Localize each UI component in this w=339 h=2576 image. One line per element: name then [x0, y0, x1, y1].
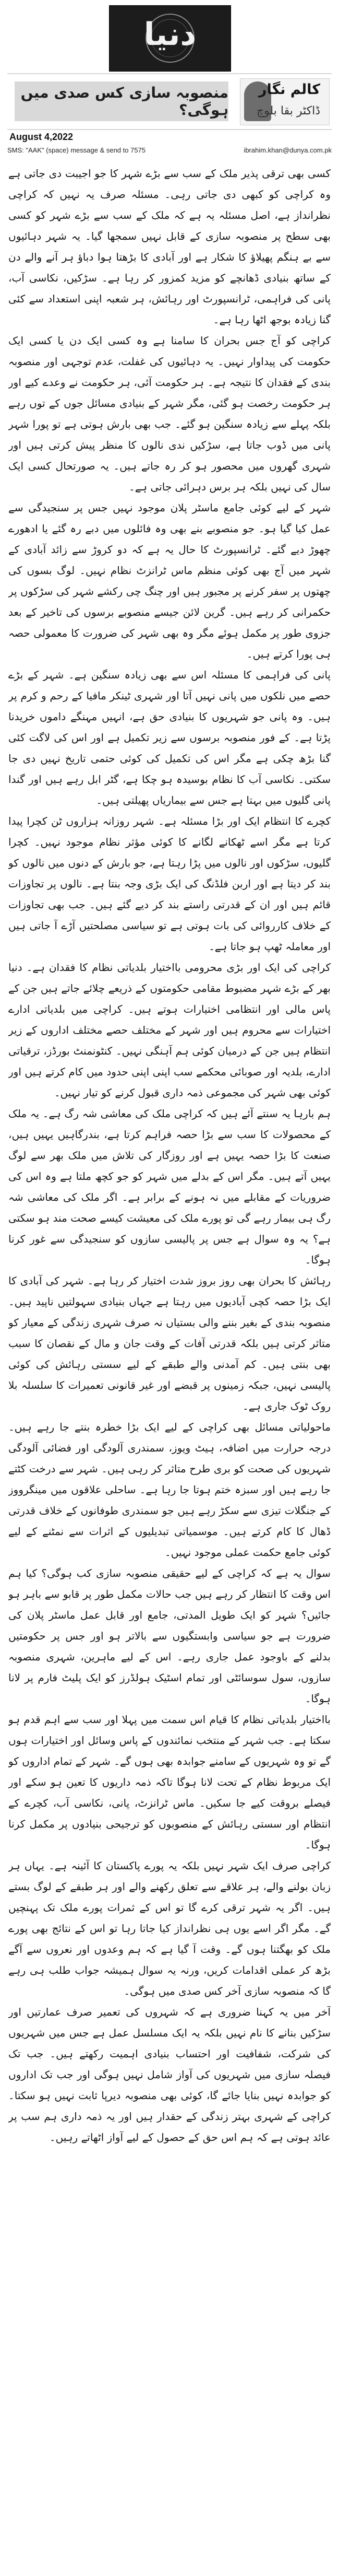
article-paragraph: ہم بارہا یہ سنتے آئے ہیں کہ کراچی ملک کی معاشی شہ رگ ہے۔ یہ ملک کے محصولات کا سب سے بڑا حصہ فراہم کرتا ہے، بندرگاہیں یہیں ہیں، صنعت کا بڑا حصہ یہیں ہے اور روزگار کی تلاش میں ملک بھر سے لوگ یہیں آتے ہیں۔ مگر اس کے بدلے میں شہر کو جو کچھ ملتا ہے وہ اس کی ضروریات کے مقابلے میں نہ ہونے کے برابر ہے۔ اگر ملک کی معاشی شہ رگ ہی بیمار رہے گی تو پورے ملک کی معیشت کیسے صحت مند ہو سکتی ہے؟ یہ وہ سوال ہے جس پر پالیسی سازوں کو سنجیدگی سے غور کرنا ہوگا۔	[8, 1107, 331, 1266]
contact-strip	[7, 145, 332, 155]
article-paragraph: رہائش کا بحران بھی روز بروز شدت اختیار کر رہا ہے۔ شہر کی آبادی کا ایک بڑا حصہ کچی آبادیوں میں رہتا ہے جہاں بنیادی سہولتیں ناپید ہیں۔ منصوبہ بندی کے بغیر بننے والی بستیاں نہ صرف شہری زندگی کے معیار کو متاثر کرتی ہیں بلکہ قدرتی آفات کے وقت جان و مال کے نقصان کا سبب بھی بنتی ہیں۔ کم آمدنی والے طبقے کے لیے سستی رہائش کی کوئی پالیسی نہیں، جبکہ زمینوں پر قبضے اور غیر قانونی تعمیرات کا سلسلہ بلا روک ٹوک جاری ہے۔	[8, 1274, 331, 1412]
column-header	[0, 0, 339, 157]
article-body	[8, 163, 331, 2560]
publish-date: August 4,2022	[9, 132, 74, 142]
masthead-logo	[109, 5, 231, 72]
article-paragraph: ماحولیاتی مسائل بھی کراچی کے لیے ایک بڑا خطرہ بنتے جا رہے ہیں۔ درجہ حرارت میں اضافہ، ہیٹ ویوز، سمندری آلودگی اور فضائی آلودگی شہریوں کی صحت کو بری طرح متاثر کر رہی ہیں۔ شہر سے درخت کٹتے جا رہے ہیں اور سبزہ ختم ہوتا جا رہا ہے۔ ساحلی علاقوں میں مینگرووز کے جنگلات تیزی سے سکڑ رہے ہیں جو سمندری طوفانوں کے خلاف قدرتی ڈھال کا کام کرتے ہیں۔ موسمیاتی تبدیلیوں کے اثرات سے نمٹنے کے لیے کوئی جامع حکمت عملی موجود نہیں۔	[8, 1421, 331, 1559]
article-paragraph: کچرے کا انتظام ایک اور بڑا مسئلہ ہے۔ شہر روزانہ ہزاروں ٹن کچرا پیدا کرتا ہے مگر اسے ٹھکانے لگانے کا کوئی مؤثر نظام موجود نہیں۔ کچرا گلیوں، سڑکوں اور نالوں میں پڑا رہتا ہے، جو بارش کے دنوں میں نالوں کو بند کر دیتا ہے اور اربن فلڈنگ کی ایک بڑی وجہ بنتا ہے۔ نالوں پر تجاوزات قائم ہیں اور ان کے قدرتی راستے بند کر دیے گئے ہیں۔ جب بھی تجاوزات کے خلاف کارروائی کی بات ہوتی ہے تو سیاسی مصلحتیں آڑے آ جاتی ہیں اور معاملہ ٹھپ ہو جاتا ہے۔	[8, 815, 331, 953]
article-paragraph: بااختیار بلدیاتی نظام کا قیام اس سمت میں پہلا اور سب سے اہم قدم ہو سکتا ہے۔ جب شہر کے منتخب نمائندوں کے پاس وسائل اور اختیارات ہوں گے تو وہ شہریوں کے سامنے جوابدہ بھی ہوں گے۔ شہر کے تمام اداروں کو ایک مربوط نظام کے تحت لانا ہوگا تاکہ ذمہ داریوں کا تعین ہو سکے اور فیصلے بروقت کیے جا سکیں۔ ماس ٹرانزٹ، پانی، نکاسی آب، کچرے کے انتظام اور سستی رہائش کے منصوبوں کو ترجیحی بنیادوں پر مکمل کرنا ہوگا۔	[8, 1713, 331, 1851]
article-headline: منصوبہ سازی کس صدی میں ہوگی؟	[15, 81, 228, 121]
article-paragraph: کراچی کو آج جس بحران کا سامنا ہے وہ کسی ایک دن یا کسی ایک حکومت کی پیداوار نہیں۔ یہ دہائیوں کی غفلت، عدم توجہی اور منصوبہ بندی کے فقدان کا نتیجہ ہے۔ ہر حکومت آئی، ہر حکومت نے وعدے کیے اور ہر حکومت رخصت ہو گئی، مگر شہر کے بنیادی مسائل جوں کے توں رہے بلکہ پہلے سے زیادہ سنگین ہو گئے۔ جب بھی بارش ہوتی ہے تو پورا شہر پانی میں ڈوب جاتا ہے، سڑکیں ندی نالوں کا منظر پیش کرتی ہیں اور شہری گھروں میں محصور ہو کر رہ جاتے ہیں۔ یہ صورتحال کسی ایک سال کی نہیں بلکہ ہر برس دہرائی جاتی ہے۔	[8, 334, 331, 493]
logo-wordmark: دنیا	[143, 16, 197, 53]
article-paragraph: کراچی صرف ایک شہر نہیں بلکہ یہ پورے پاکستان کا آئینہ ہے۔ یہاں ہر زبان بولنے والے، ہر علاقے سے تعلق رکھنے والے اور ہر طبقے کے لوگ بستے ہیں۔ اگر یہ شہر ترقی کرے گا تو اس کے ثمرات پورے ملک تک پہنچیں گے۔ مگر اگر اسے یوں ہی نظرانداز کیا جاتا رہا تو اس کے نتائج بھی پورے ملک کو بھگتنا ہوں گے۔ وقت آ گیا ہے کہ ہم وعدوں اور نعروں سے آگے بڑھ کر عملی اقدامات کریں، ورنہ یہ سوال ہمیشہ جواب طلب ہی رہے گا کہ منصوبہ سازی آخر کس صدی میں ہوگی۔	[8, 1859, 331, 1997]
column-badge	[241, 78, 330, 124]
column-name: کالم نگار	[258, 81, 320, 98]
title-band	[7, 73, 332, 130]
author-name: ڈاکٹر بقا بلوچ	[256, 104, 320, 118]
author-email[interactable]: ibrahim.khan@dunya.com.pk	[244, 146, 332, 154]
article-paragraph: سوال یہ ہے کہ کراچی کے لیے حقیقی منصوبہ سازی کب ہوگی؟ کیا ہم اس وقت کا انتظار کر رہے ہیں جب حالات مکمل طور پر قابو سے باہر ہو جائیں؟ شہر کو ایک طویل المدتی، جامع اور قابل عمل ماسٹر پلان کی ضرورت ہے جو سیاسی وابستگیوں سے بالاتر ہو اور جس پر حکومتیں بدلنے کے باوجود عمل جاری رہے۔ اس کے لیے ماہرین، شہری منصوبہ سازوں، سول سوسائٹی اور تمام اسٹیک ہولڈرز کو ایک پلیٹ فارم پر لانا ہوگا۔	[8, 1567, 331, 1705]
article-paragraph: کراچی کی ایک اور بڑی محرومی بااختیار بلدیاتی نظام کا فقدان ہے۔ دنیا بھر کے بڑے شہر مضبوط مقامی حکومتوں کے ذریعے چلائے جاتے ہیں جن کے پاس مالی اور انتظامی اختیارات ہوتے ہیں۔ کراچی میں بلدیاتی ادارے اختیارات سے محروم ہیں اور شہر کے مختلف حصے مختلف اداروں کے زیر انتظام ہیں جن کے درمیان کوئی ہم آہنگی نہیں۔ کنٹونمنٹ بورڈز، ترقیاتی ادارے، بلدیہ اور صوبائی محکمے سب اپنی اپنی حدود میں کام کرتے ہیں اور کوئی بھی شہر کی مجموعی ذمہ داری قبول کرنے کو تیار نہیں۔	[8, 961, 331, 1099]
article-paragraph: شہر کے لیے کوئی جامع ماسٹر پلان موجود نہیں جس پر سنجیدگی سے عمل کیا گیا ہو۔ جو منصوبے بنے بھی وہ فائلوں میں دبے رہ گئے یا ادھورے چھوڑ دیے گئے۔ ٹرانسپورٹ کا حال یہ ہے کہ دو کروڑ سے زائد آبادی کے شہر میں آج بھی کوئی منظم ماس ٹرانزٹ نظام نہیں۔ لوگ بسوں کی چھتوں پر سفر کرنے پر مجبور ہیں اور چنگ چی رکشے شہر کی سڑکوں پر حکمرانی کر رہے ہیں۔ گرین لائن جیسے منصوبے برسوں کی تاخیر کے بعد جزوی طور پر مکمل ہوئے مگر وہ بھی شہر کی ضرورت کا معمولی حصہ ہی پورا کرتے ہیں۔	[8, 501, 331, 660]
article-paragraph: کسی بھی ترقی پذیر ملک کے سب سے بڑے شہر کا جو اجیبت دی جاتی ہے وہ کراچی کو کبھی دی جاتی رہی۔ مسئلہ صرف یہ نہیں کہ کراچی نظرانداز ہے، اصل مسئلہ یہ ہے کہ ملک کے سب سے بڑے شہر کو کسی بھی سطح پر منصوبہ سازی کے قابل نہیں سمجھا گیا۔ یہ شہر دہائیوں سے بے ہنگم پھیلاؤ کا شکار ہے اور آبادی کا بڑھتا ہوا دباؤ ہر آنے والے دن کے ساتھ بنیادی ڈھانچے کو مزید کمزور کر رہا ہے۔ سڑکیں، نکاسی آب، پانی کی فراہمی، ٹرانسپورٹ اور رہائش، ہر شعبہ اپنی استعداد سے کئی گنا زیادہ بوجھ اٹھا رہا ہے۔	[8, 167, 331, 326]
article-paragraph: پانی کی فراہمی کا مسئلہ اس سے بھی زیادہ سنگین ہے۔ شہر کے بڑے حصے میں نلکوں میں پانی نہیں آتا اور شہری ٹینکر مافیا کے رحم و کرم پر ہیں۔ وہ پانی جو شہریوں کا بنیادی حق ہے، انہیں مہنگے داموں خریدنا پڑتا ہے۔ کے فور منصوبہ برسوں سے زیر تکمیل ہے اور اس کی لاگت کئی گنا بڑھ چکی ہے مگر اس کی تکمیل کی کوئی حتمی تاریخ نہیں دی جا سکتی۔ نکاسی آب کا نظام بوسیدہ ہو چکا ہے، گٹر ابل رہے ہیں اور گندا پانی گلیوں میں بہتا ہے جس سے بیماریاں پھیلتی ہیں۔	[8, 669, 331, 806]
sms-note: SMS: "AAK" (space) message & send to 7575	[7, 146, 146, 154]
article-paragraph: آخر میں یہ کہنا ضروری ہے کہ شہروں کی تعمیر صرف عمارتیں اور سڑکیں بنانے کا نام نہیں بلکہ یہ ایک مسلسل عمل ہے جس میں شہریوں کی شرکت، شفافیت اور احتساب بنیادی اہمیت رکھتے ہیں۔ جب تک فیصلہ سازی میں شہریوں کی آواز شامل نہیں ہوگی اور جب تک اداروں کو جوابدہ نہیں بنایا جائے گا، کوئی بھی منصوبہ دیرپا ثابت نہیں ہو سکتا۔ کراچی کے شہری بہتر زندگی کے حقدار ہیں اور یہ ذمہ داری ہم سب پر عائد ہوتی ہے کہ ہم اس حق کے حصول کے لیے آواز اٹھاتے رہیں۔	[8, 2006, 331, 2144]
